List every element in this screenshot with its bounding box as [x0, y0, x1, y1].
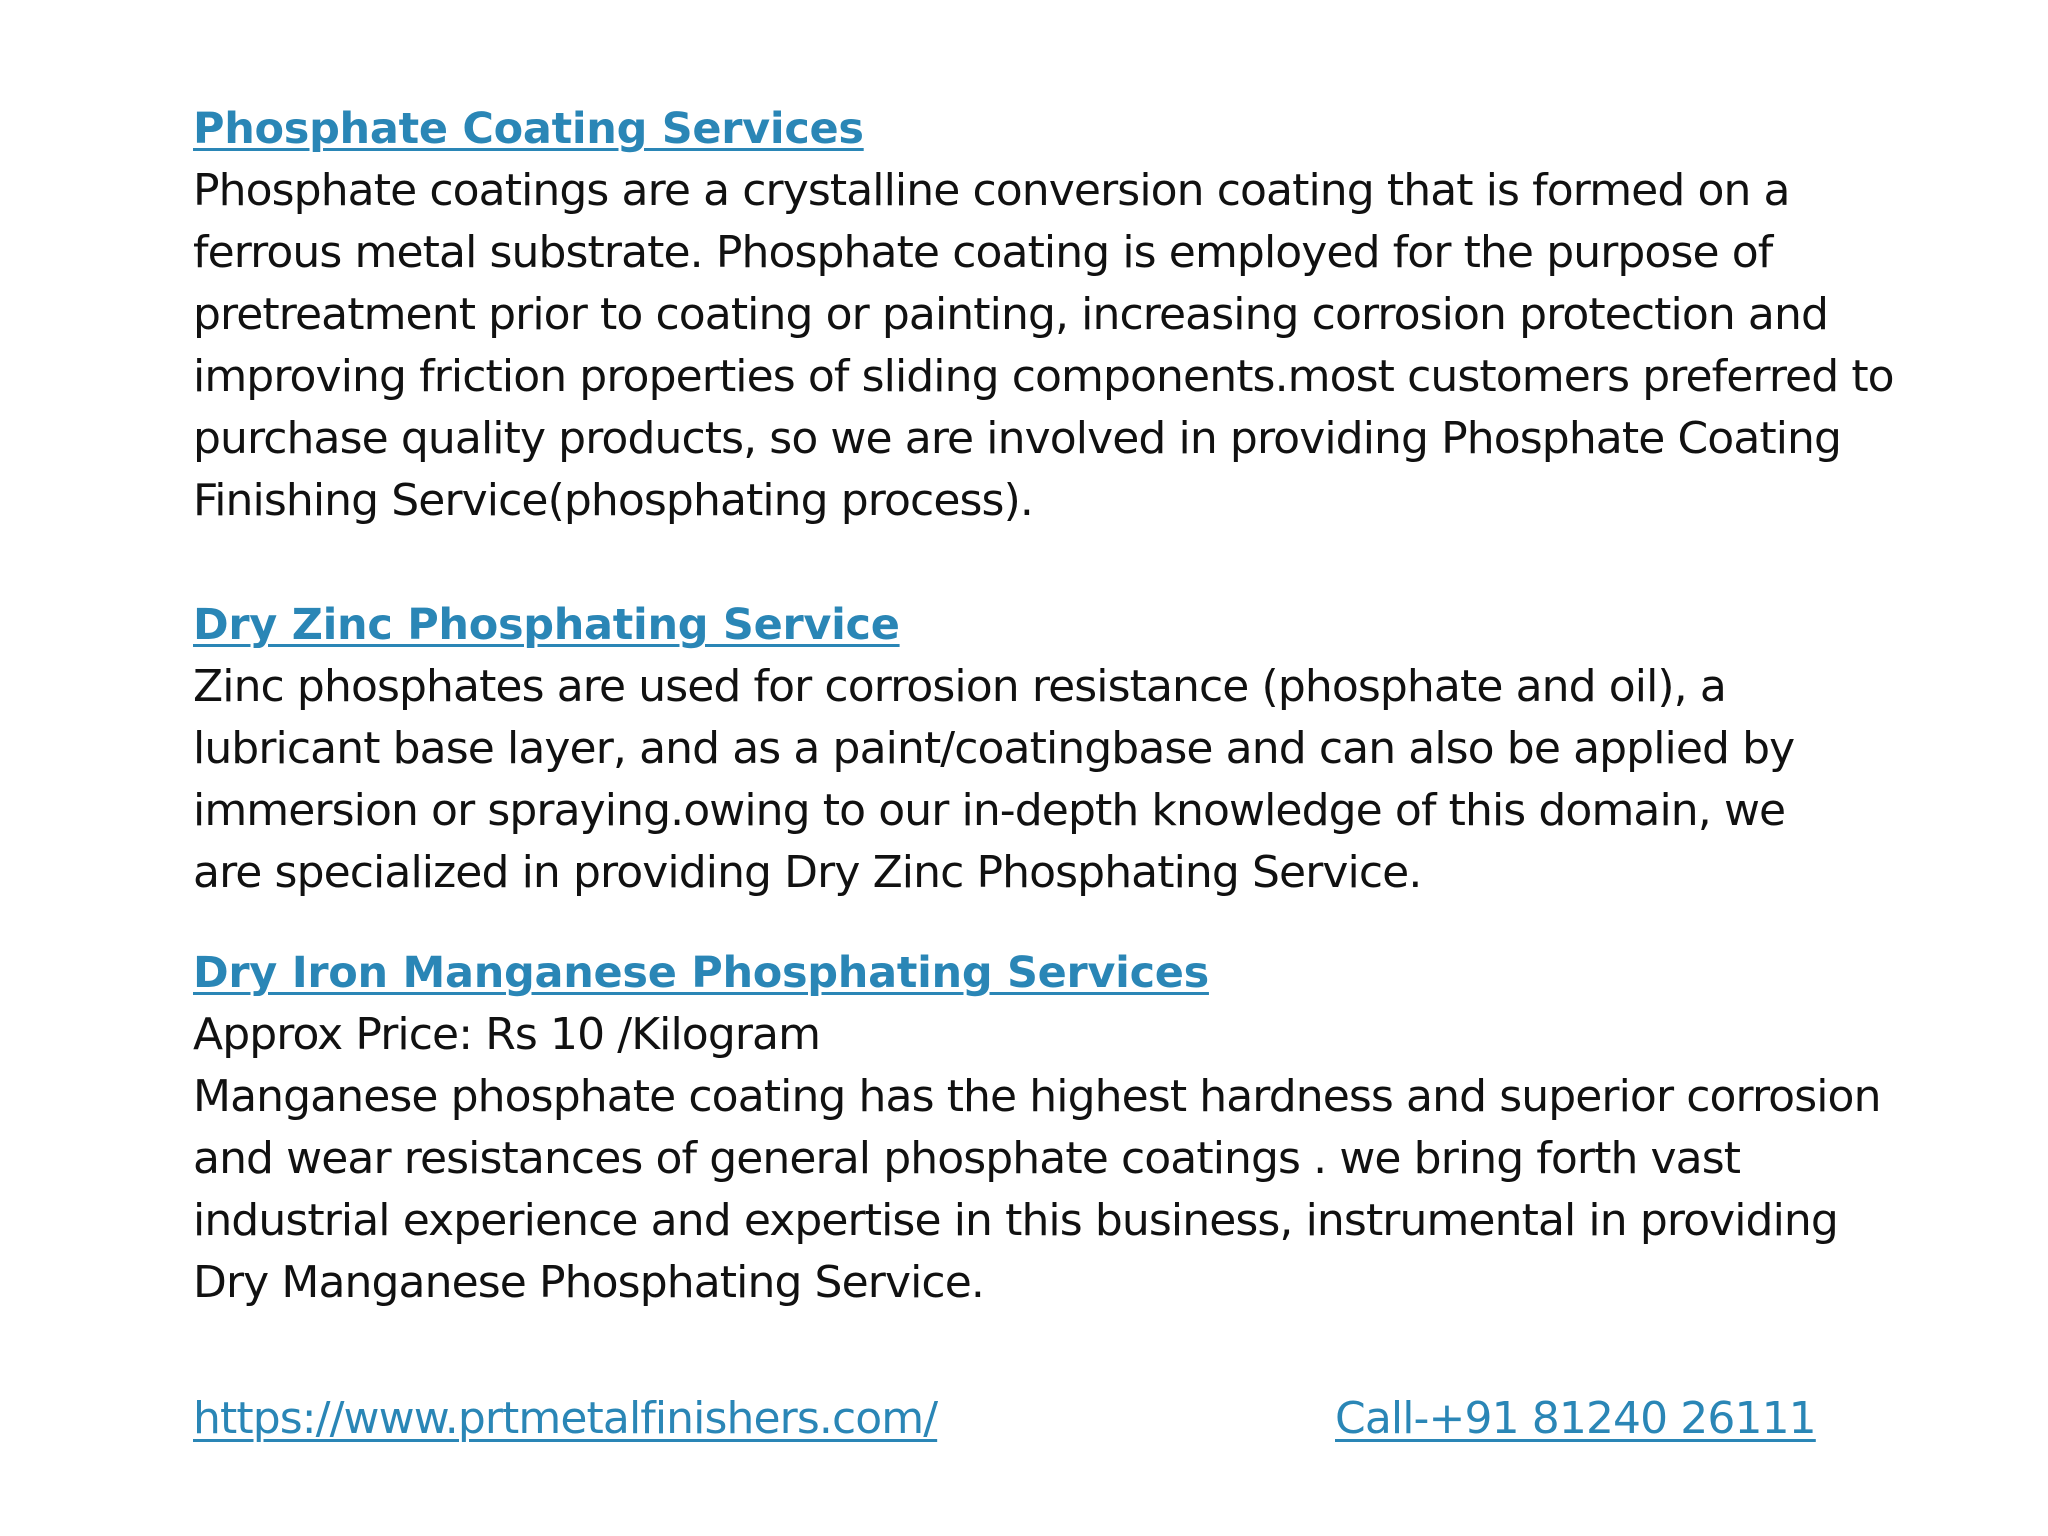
section-paragraph-dry-iron-manganese [193, 1004, 1913, 1314]
section-phosphate-coating [193, 98, 1913, 532]
paragraph-line: pretreatment prior to coating or painting, increasing corrosion protection and [193, 289, 1829, 340]
paragraph-line: Dry Manganese Phosphating Service. [193, 1257, 984, 1308]
section-title-phosphate-coating[interactable]: Phosphate Coating Services [193, 104, 864, 154]
paragraph-line: Zinc phosphates are used for corrosion resistance (phosphate and oil), a [193, 661, 1726, 712]
paragraph-line: are specialized in providing Dry Zinc Phosphating Service. [193, 847, 1422, 898]
paragraph-line: improving friction properties of sliding components.most customers preferred to [193, 351, 1894, 402]
paragraph-line: industrial experience and expertise in this business, instrumental in providing [193, 1195, 1838, 1246]
section-dry-zinc [193, 594, 1913, 904]
section-paragraph-dry-zinc [193, 656, 1913, 904]
paragraph-line: lubricant base layer, and as a paint/coatingbase and can also be applied by [193, 723, 1795, 774]
price-line: Approx Price: Rs 10 /Kilogram [193, 1009, 821, 1060]
paragraph-line: purchase quality products, so we are involved in providing Phosphate Coating [193, 413, 1842, 464]
footer [193, 1388, 1816, 1450]
paragraph-line: Finishing Service(phosphating process). [193, 475, 1033, 526]
section-spacer [193, 532, 1913, 594]
paragraph-line: immersion or spraying.owing to our in-depth knowledge of this domain, we [193, 785, 1786, 836]
paragraph-line: Phosphate coatings are a crystalline conversion coating that is formed on a [193, 165, 1790, 216]
paragraph-line: ferrous metal substrate. Phosphate coating is employed for the purpose of [193, 227, 1773, 278]
paragraph-line: Manganese phosphate coating has the highest hardness and superior corrosion [193, 1071, 1881, 1122]
paragraph-line: and wear resistances of general phosphate coatings . we bring forth vast [193, 1133, 1741, 1184]
content-body [193, 98, 1913, 1314]
website-link[interactable]: https://www.prtmetalfinishers.com/ [193, 1393, 938, 1444]
section-paragraph-phosphate-coating [193, 160, 1913, 532]
section-dry-iron-manganese [193, 942, 1913, 1314]
phone-link[interactable]: Call-+91 81240 26111 [1335, 1393, 1816, 1444]
section-title-dry-zinc[interactable]: Dry Zinc Phosphating Service [193, 600, 900, 650]
section-title-dry-iron-manganese[interactable]: Dry Iron Manganese Phosphating Services [193, 948, 1209, 998]
section-spacer [193, 904, 1913, 942]
